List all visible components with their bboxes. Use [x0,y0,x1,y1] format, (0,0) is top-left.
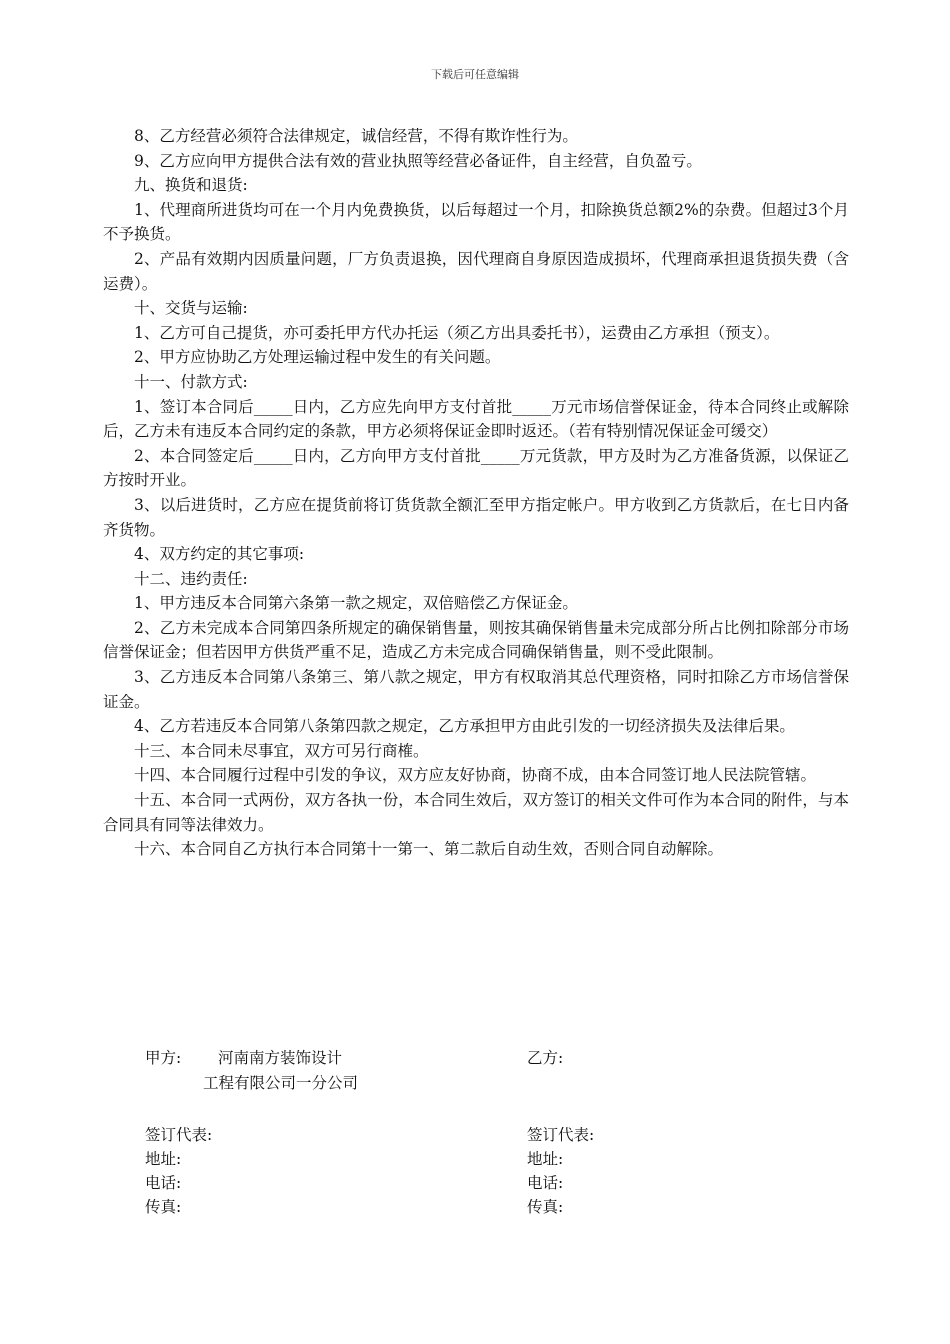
breach-clause-1: 1、甲方违反本合同第六条第一款之规定，双倍赔偿乙方保证金。 [134,594,578,613]
party-b-fax-label: 传真: [527,1198,564,1216]
section-heading-payment: 十一、付款方式: [134,372,248,391]
payment-clause-4: 4、双方约定的其它事项: [134,545,305,564]
exchange-clause-1: 1、代理商所进货均可在一个月内免费换货，以后每超过一个月，扣除换货总额2%的杂费。但超过3个月不予换货。 [103,200,849,244]
party-b-representative-label: 签订代表: [527,1126,595,1144]
page-header: 下载后可任意编辑 [431,68,519,81]
party-b-phone-label: 电话: [527,1174,564,1192]
party-b-label: 乙方: [527,1049,564,1067]
party-a-name-line1: 河南南方装饰设计 [218,1049,343,1067]
section-heading-delivery: 十、交货与运输: [134,299,248,318]
party-a-representative-label: 签订代表: [145,1126,213,1144]
breach-clause-2: 2、乙方未完成本合同第四条所规定的确保销售量，则按其确保销售量未完成部分所占比例扣除部分市场信誉保证金；但若因甲方供货严重不足，造成乙方未完成合同确保销售量，则不受此限制。 [103,618,849,662]
party-b-contact-fields [527,1123,594,1219]
contract-body [103,124,849,862]
party-b-address-label: 地址: [527,1150,564,1168]
party-a-address-label: 地址: [145,1150,182,1168]
delivery-clause-2: 2、甲方应协助乙方处理运输过程中发生的有关问题。 [134,348,501,367]
payment-clause-3: 3、以后进货时，乙方应在提货前将订货货款全额汇至甲方指定帐户。甲方收到乙方货款后，在七日内备齐货物。 [103,495,849,539]
party-a-name-line2: 工程有限公司一分公司 [203,1074,359,1092]
party-a-contact-fields [145,1123,212,1219]
section-heading-exchange-return: 九、换货和退货: [134,176,248,195]
clause-8: 8、乙方经营必须符合法律规定，诚信经营，不得有欺诈性行为。 [134,127,578,145]
breach-clause-3: 3、乙方违反本合同第八条第三、第八款之规定，甲方有权取消其总代理资格，同时扣除乙方市场信誉保证金。 [103,668,849,711]
clause-14: 十四、本合同履行过程中引发的争议，双方应友好协商，协商不成，由本合同签订地人民法院管辖。 [134,766,817,785]
payment-clause-2: 2、本合同签定后_____日内，乙方向甲方支付首批_____万元货款，甲方及时为乙方准备货源，以保证乙方按时开业。 [103,446,849,490]
clause-9: 9、乙方应向甲方提供合法有效的营业执照等经营必备证件，自主经营，自负盈亏。 [134,151,702,170]
payment-clause-1: 1、签订本合同后_____日内，乙方应先向甲方支付首批_____万元市场信誉保证金，待本合同终止或解除后，乙方未有违反本合同约定的条款，甲方必须将保证金即时返还。（若有特别情况保证金可缓交） [103,397,849,441]
breach-clause-4: 4、乙方若违反本合同第八条第四款之规定，乙方承担甲方由此引发的一切经济损失及法律后果。 [134,717,795,736]
clause-15: 十五、本合同一式两份，双方各执一份，本合同生效后，双方签订的相关文件可作为本合同的附件，与本合同具有同等法律效力。 [103,791,849,834]
party-a-phone-label: 电话: [145,1174,182,1192]
clause-13: 十三、本合同未尽事宜，双方可另行商榷。 [134,741,429,760]
section-heading-breach: 十二、违约责任: [134,569,248,588]
exchange-clause-2: 2、产品有效期内因质量问题，厂方负责退换，因代理商自身原因造成损坏，代理商承担退货损失费（含运费）。 [103,249,849,293]
party-a-label: 甲方: [145,1049,182,1067]
delivery-clause-1: 1、乙方可自己提货，亦可委托甲方代办托运（须乙方出具委托书），运费由乙方承担（预支）。 [134,323,780,342]
clause-16: 十六、本合同自乙方执行本合同第十一第一、第二款后自动生效，否则合同自动解除。 [134,840,724,859]
party-a-fax-label: 传真: [145,1198,182,1216]
